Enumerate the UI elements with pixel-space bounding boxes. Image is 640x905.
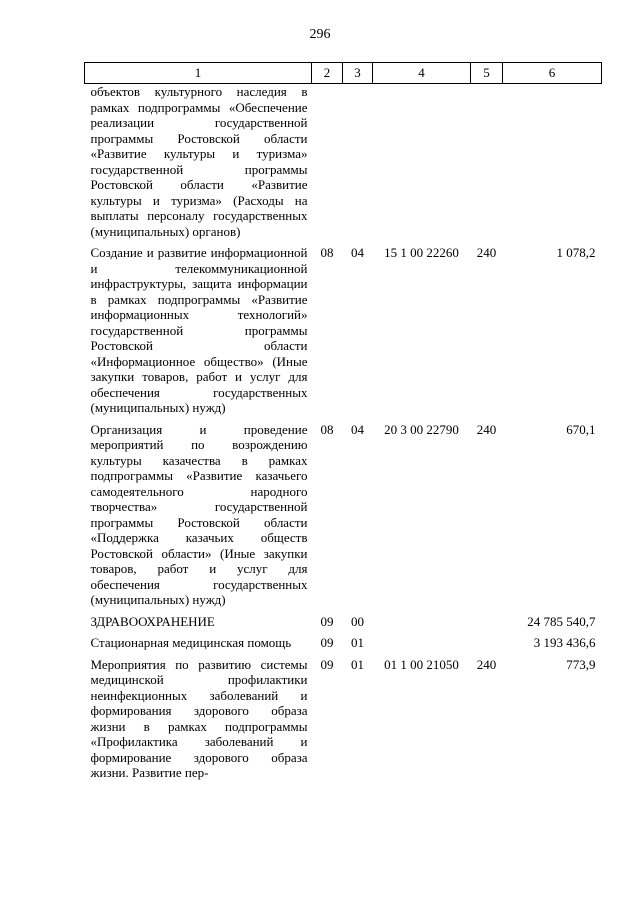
row-description: объектов культурного наследия в рамках подпрограммы «Обеспечение реализации государственной программы Ростовской области «Развитие культуры и туризма» государственной программы Ростовской области «Развитие культуры и туризма» (Расходы на выплаты персоналу государственных (муниципальных) органов) — [90, 84, 308, 239]
row-expense-type — [471, 614, 503, 636]
table-row — [85, 84, 602, 246]
header-col-4: 4 — [373, 63, 471, 84]
row-description: ЗДРАВООХРАНЕНИЕ — [90, 613, 215, 629]
row-subsection: 01 — [351, 635, 364, 650]
row-target-code: 20 3 00 22790 — [384, 421, 459, 437]
row-section — [312, 84, 343, 246]
table-row — [85, 614, 602, 636]
row-subsection — [343, 84, 373, 246]
row-description: Мероприятия по развитию системы медицинской профилактики неинфекционных заболеваний и формирования здорового образа жизни в рамках подпрограммы «Профилактика заболеваний и формирование здорового образа жизни. Развитие пер- — [90, 656, 308, 780]
row-target-code — [373, 635, 471, 657]
table-row — [85, 245, 602, 422]
row-amount: 24 785 540,7 — [527, 613, 596, 629]
row-expense-type: 240 — [476, 245, 497, 260]
header-col-3: 3 — [343, 63, 373, 84]
budget-table — [84, 62, 602, 787]
row-expense-type: 240 — [476, 656, 497, 672]
row-description: Создание и развитие информационной и телекоммуникационной инфраструктуры, защита информации в рамках подпрограммы «Развитие информационных технологий» государственной программы Ростовской области «Информационное общество» (Иные закупки товаров, работ и услуг для обеспечения государственных (муниципальных) нужд) — [90, 245, 308, 415]
row-target-code: 15 1 00 22260 — [384, 245, 459, 260]
row-expense-type — [471, 84, 503, 246]
row-section: 09 — [320, 656, 334, 672]
row-section: 08 — [320, 245, 334, 260]
row-amount: 3 193 436,6 — [533, 635, 596, 650]
table-row — [85, 635, 602, 657]
row-target-code — [373, 614, 471, 636]
row-subsection: 00 — [351, 613, 364, 629]
table-row — [85, 422, 602, 614]
row-subsection: 04 — [351, 421, 364, 437]
row-amount — [503, 84, 602, 246]
row-description: Организация и проведение мероприятий по возрождению культуры казачества в рамках подпрограммы «Развитие казачьего самодеятельного народного творчества» государственной программы Ростовской области «Поддержка казачьих обществ Ростовской области» (Иные закупки товаров, работ и услуг для обеспечения государственных (муниципальных) нужд) — [90, 421, 308, 607]
row-target-code: 01 1 00 21050 — [384, 656, 459, 672]
row-subsection: 04 — [351, 245, 364, 260]
table-row — [85, 657, 602, 787]
row-section: 09 — [320, 613, 334, 629]
row-amount: 670,1 — [566, 421, 596, 437]
row-amount: 1 078,2 — [556, 245, 596, 260]
row-section: 08 — [320, 421, 334, 437]
row-description: Стационарная медицинская помощь — [90, 635, 292, 650]
row-subsection: 01 — [351, 656, 364, 672]
header-col-6: 6 — [503, 63, 602, 84]
table-header — [85, 63, 602, 84]
row-expense-type — [471, 635, 503, 657]
header-col-5: 5 — [471, 63, 503, 84]
row-expense-type: 240 — [476, 421, 497, 437]
row-amount: 773,9 — [566, 656, 596, 672]
row-section: 09 — [320, 635, 334, 650]
header-col-2: 2 — [312, 63, 343, 84]
header-col-1: 1 — [85, 63, 312, 84]
page-number: 296 — [309, 27, 331, 42]
row-target-code — [373, 84, 471, 246]
